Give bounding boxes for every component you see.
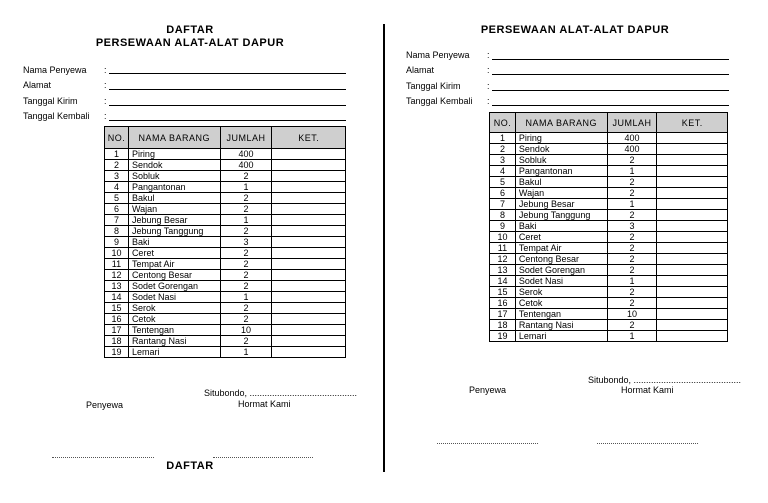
right-send-date-line[interactable] <box>492 90 729 91</box>
item-no: 19 <box>490 331 516 342</box>
left-title-line1: DAFTAR <box>166 24 214 36</box>
table-row <box>105 160 346 171</box>
table-row <box>105 149 346 160</box>
item-no: 2 <box>105 160 129 171</box>
item-note <box>657 155 728 166</box>
item-qty: 2 <box>220 204 272 215</box>
table-row <box>490 155 728 166</box>
item-note <box>657 177 728 188</box>
item-name: Sodet Nasi <box>515 276 607 287</box>
item-qty: 2 <box>220 248 272 259</box>
table-row <box>490 144 728 155</box>
item-name: Centong Besar <box>515 254 607 265</box>
item-no: 7 <box>105 215 129 226</box>
item-note <box>657 199 728 210</box>
item-name: Piring <box>515 133 607 144</box>
item-no: 17 <box>490 309 516 320</box>
item-note <box>657 287 728 298</box>
left-respect-label: Hormat Kami <box>238 399 291 409</box>
left-title-line2: PERSEWAAN ALAT-ALAT DAPUR <box>95 37 285 49</box>
right-renter-label: Penyewa <box>469 385 507 395</box>
item-qty: 2 <box>220 336 272 347</box>
left-footer-title: DAFTAR <box>166 460 214 472</box>
table-row <box>490 320 728 331</box>
item-note <box>657 309 728 320</box>
item-no: 8 <box>490 210 516 221</box>
item-qty: 2 <box>220 314 272 325</box>
item-note <box>657 232 728 243</box>
right-return-date-line[interactable] <box>492 105 729 106</box>
item-no: 10 <box>105 248 129 259</box>
table-row <box>105 193 346 204</box>
item-note <box>657 320 728 331</box>
item-no: 5 <box>105 193 129 204</box>
item-qty: 2 <box>607 254 657 265</box>
item-qty: 2 <box>220 193 272 204</box>
table-row <box>490 210 728 221</box>
item-qty: 3 <box>220 237 272 248</box>
item-no: 10 <box>490 232 516 243</box>
item-name: Centong Besar <box>128 270 220 281</box>
item-no: 17 <box>105 325 129 336</box>
table-row <box>490 276 728 287</box>
table-row <box>490 232 728 243</box>
item-note <box>657 243 728 254</box>
table-row <box>490 287 728 298</box>
item-no: 16 <box>105 314 129 325</box>
left-renter-signature-line[interactable] <box>52 457 154 458</box>
item-name: Sendok <box>128 160 220 171</box>
right-respect-signature-line[interactable] <box>597 443 698 444</box>
table-row <box>490 298 728 309</box>
item-name: Ceret <box>515 232 607 243</box>
item-qty: 2 <box>220 259 272 270</box>
item-name: Rantang Nasi <box>515 320 607 331</box>
table-row <box>490 265 728 276</box>
item-note <box>657 254 728 265</box>
item-qty: 2 <box>607 232 657 243</box>
item-no: 19 <box>105 347 129 358</box>
item-no: 14 <box>105 292 129 303</box>
item-name: Sodet Nasi <box>128 292 220 303</box>
item-name: Bakul <box>515 177 607 188</box>
item-no: 5 <box>490 177 516 188</box>
item-name: Pangantonan <box>515 166 607 177</box>
item-name: Tentengan <box>128 325 220 336</box>
page-divider <box>383 24 385 472</box>
item-name: Baki <box>128 237 220 248</box>
item-note <box>657 221 728 232</box>
left-respect-signature-line[interactable] <box>213 457 313 458</box>
item-note <box>657 166 728 177</box>
item-note <box>657 298 728 309</box>
item-no: 3 <box>105 171 129 182</box>
right-title: PERSEWAAN ALAT-ALAT DAPUR <box>480 24 670 36</box>
item-no: 11 <box>490 243 516 254</box>
item-no: 7 <box>490 199 516 210</box>
item-name: Lemari <box>128 347 220 358</box>
item-note <box>657 331 728 342</box>
item-qty: 2 <box>607 210 657 221</box>
item-no: 6 <box>105 204 129 215</box>
right-field-label-send-date: Tanggal Kirim <box>406 81 461 91</box>
item-note <box>272 314 346 325</box>
left-item-table <box>104 126 346 358</box>
right-header-qty: JUMLAH <box>607 113 657 133</box>
item-name: Cetok <box>515 298 607 309</box>
item-name: Jebung Besar <box>128 215 220 226</box>
item-note <box>657 210 728 221</box>
item-no: 15 <box>490 287 516 298</box>
item-name: Jebung Tanggung <box>515 210 607 221</box>
item-name: Cetok <box>128 314 220 325</box>
item-no: 12 <box>490 254 516 265</box>
item-note <box>272 248 346 259</box>
table-row <box>490 166 728 177</box>
item-note <box>272 281 346 292</box>
item-name: Piring <box>128 149 220 160</box>
item-no: 18 <box>105 336 129 347</box>
item-no: 11 <box>105 259 129 270</box>
item-no: 12 <box>105 270 129 281</box>
left-header-no: NO. <box>105 127 129 149</box>
item-note <box>272 226 346 237</box>
table-row <box>105 226 346 237</box>
item-qty: 2 <box>607 320 657 331</box>
item-note <box>272 149 346 160</box>
item-qty: 1 <box>220 347 272 358</box>
table-row <box>490 188 728 199</box>
item-qty: 2 <box>220 226 272 237</box>
item-no: 4 <box>105 182 129 193</box>
left-send-date-line[interactable] <box>109 105 346 106</box>
table-row <box>105 270 346 281</box>
item-note <box>272 237 346 248</box>
left-renter-line[interactable] <box>109 73 346 74</box>
right-header-no: NO. <box>490 113 516 133</box>
left-renter-label: Penyewa <box>86 400 124 410</box>
table-row <box>490 309 728 320</box>
left-header-name: NAMA BARANG <box>128 127 220 149</box>
item-name: Wajan <box>128 204 220 215</box>
item-name: Sodet Gorengan <box>128 281 220 292</box>
item-name: Ceret <box>128 248 220 259</box>
item-qty: 10 <box>220 325 272 336</box>
item-qty: 1 <box>220 292 272 303</box>
left-field-label-renter: Nama Penyewa <box>23 65 87 75</box>
left-field-label-send-date: Tanggal Kirim <box>23 96 78 106</box>
right-respect-label: Hormat Kami <box>621 385 674 395</box>
table-row <box>490 254 728 265</box>
table-row <box>105 182 346 193</box>
item-name: Bakul <box>128 193 220 204</box>
item-qty: 2 <box>607 287 657 298</box>
item-note <box>272 270 346 281</box>
item-qty: 3 <box>607 221 657 232</box>
item-no: 6 <box>490 188 516 199</box>
item-note <box>657 144 728 155</box>
left-address-line[interactable] <box>109 89 346 90</box>
right-field-label-renter: Nama Penyewa <box>406 50 470 60</box>
item-note <box>272 325 346 336</box>
table-row <box>105 281 346 292</box>
item-name: Jebung Besar <box>515 199 607 210</box>
item-note <box>272 347 346 358</box>
item-name: Serok <box>515 287 607 298</box>
table-row <box>490 221 728 232</box>
item-no: 15 <box>105 303 129 314</box>
item-name: Baki <box>515 221 607 232</box>
item-no: 14 <box>490 276 516 287</box>
right-place-date: Situbondo, ........................................... <box>588 375 742 385</box>
item-qty: 1 <box>607 199 657 210</box>
item-no: 16 <box>490 298 516 309</box>
right-address-line[interactable] <box>492 74 729 75</box>
table-row <box>105 171 346 182</box>
right-field-label-address: Alamat <box>406 65 435 75</box>
table-row <box>105 325 346 336</box>
item-qty: 2 <box>607 177 657 188</box>
table-row <box>105 314 346 325</box>
table-row <box>490 331 728 342</box>
table-row <box>490 243 728 254</box>
item-name: Sodet Gorengan <box>515 265 607 276</box>
item-qty: 400 <box>607 133 657 144</box>
item-qty: 1 <box>607 331 657 342</box>
item-note <box>272 303 346 314</box>
item-note <box>272 259 346 270</box>
item-no: 8 <box>105 226 129 237</box>
item-qty: 2 <box>607 188 657 199</box>
item-qty: 2 <box>220 171 272 182</box>
item-no: 18 <box>490 320 516 331</box>
left-field-label-address: Alamat <box>23 80 52 90</box>
item-name: Jebung Tanggung <box>128 226 220 237</box>
right-header-name: NAMA BARANG <box>515 113 607 133</box>
item-name: Tentengan <box>515 309 607 320</box>
left-header-note: KET. <box>272 127 346 149</box>
item-qty: 400 <box>220 160 272 171</box>
item-qty: 1 <box>607 276 657 287</box>
item-qty: 2 <box>607 265 657 276</box>
item-qty: 400 <box>607 144 657 155</box>
item-no: 13 <box>105 281 129 292</box>
item-note <box>657 276 728 287</box>
right-item-table <box>489 112 728 342</box>
item-no: 1 <box>490 133 516 144</box>
item-qty: 1 <box>220 215 272 226</box>
table-row <box>105 248 346 259</box>
left-field-label-return-date: Tanggal Kembali <box>23 111 90 121</box>
item-name: Sobluk <box>128 171 220 182</box>
table-row <box>105 204 346 215</box>
table-row <box>105 237 346 248</box>
table-row <box>490 199 728 210</box>
item-qty: 2 <box>220 303 272 314</box>
item-note <box>272 336 346 347</box>
item-note <box>657 265 728 276</box>
item-qty: 2 <box>220 270 272 281</box>
left-header-qty: JUMLAH <box>220 127 272 149</box>
table-row <box>105 215 346 226</box>
item-note <box>272 171 346 182</box>
item-no: 1 <box>105 149 129 160</box>
item-qty: 1 <box>607 166 657 177</box>
item-qty: 2 <box>607 243 657 254</box>
table-row <box>490 133 728 144</box>
item-qty: 2 <box>607 155 657 166</box>
item-no: 9 <box>490 221 516 232</box>
item-name: Lemari <box>515 331 607 342</box>
item-note <box>272 215 346 226</box>
item-name: Pangantonan <box>128 182 220 193</box>
item-note <box>272 292 346 303</box>
table-row <box>105 303 346 314</box>
table-row <box>105 292 346 303</box>
left-place-date: Situbondo, ........................................... <box>204 388 358 398</box>
right-renter-signature-line[interactable] <box>437 443 538 444</box>
item-no: 4 <box>490 166 516 177</box>
item-no: 9 <box>105 237 129 248</box>
table-row <box>105 336 346 347</box>
right-renter-line[interactable] <box>492 59 729 60</box>
item-name: Sobluk <box>515 155 607 166</box>
item-qty: 1 <box>220 182 272 193</box>
item-no: 13 <box>490 265 516 276</box>
item-qty: 400 <box>220 149 272 160</box>
item-name: Wajan <box>515 188 607 199</box>
item-note <box>272 182 346 193</box>
right-header-note: KET. <box>657 113 728 133</box>
item-note <box>272 204 346 215</box>
item-note <box>657 133 728 144</box>
item-name: Rantang Nasi <box>128 336 220 347</box>
item-no: 3 <box>490 155 516 166</box>
item-qty: 2 <box>607 298 657 309</box>
item-name: Serok <box>128 303 220 314</box>
table-row <box>105 259 346 270</box>
item-note <box>272 160 346 171</box>
table-row <box>105 347 346 358</box>
item-name: Sendok <box>515 144 607 155</box>
item-name: Tempat Air <box>515 243 607 254</box>
item-name: Tempat Air <box>128 259 220 270</box>
item-note <box>272 193 346 204</box>
item-qty: 2 <box>220 281 272 292</box>
item-qty: 10 <box>607 309 657 320</box>
table-row <box>490 177 728 188</box>
item-no: 2 <box>490 144 516 155</box>
item-note <box>657 188 728 199</box>
right-field-label-return-date: Tanggal Kembali <box>406 96 473 106</box>
left-return-date-line[interactable] <box>109 120 346 121</box>
